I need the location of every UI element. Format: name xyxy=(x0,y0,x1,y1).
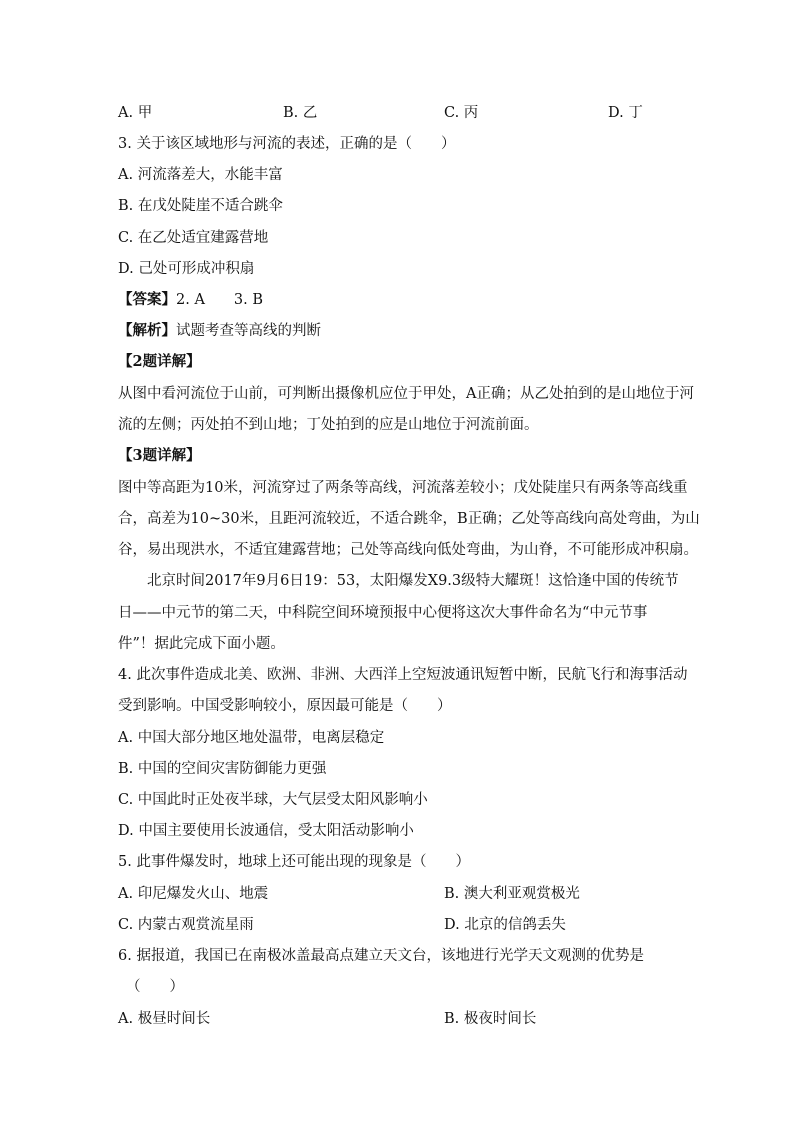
q4-option-c: C. 中国此时正处夜半球，大气层受太阳风影响小 xyxy=(118,792,428,808)
q2-option-a: A. 甲 xyxy=(118,105,153,121)
q5-stem: 5. 此事件爆发时，地球上还可能出现的现象是（ ） xyxy=(118,854,470,870)
detail2-line: 流的左侧；丙处拍不到山地；丁处拍到的应是山地位于河流前面。 xyxy=(118,417,539,433)
q6-option-a: A. 极昼时间长 xyxy=(118,1011,211,1027)
answer-text: 2. A 3. B xyxy=(176,292,264,308)
q5-options-row xyxy=(0,884,794,904)
q4-stem: 受到影响。中国受影响较小，原因最可能是（ ） xyxy=(118,698,452,714)
passage-line: 日——中元节的第二天，中科院空间环境预报中心便将这次大事件命名为“中元节事 xyxy=(118,605,648,621)
detail3-line: 谷，易出现洪水，不适宜建露营地；己处等高线向低处弯曲，为山脊，不可能形成冲积扇。 xyxy=(118,542,698,558)
q2-option-d: D. 丁 xyxy=(608,105,643,121)
q5-option-a: A. 印尼爆发火山、地震 xyxy=(118,886,269,902)
q5-options-row xyxy=(0,915,794,935)
analysis-line xyxy=(118,321,321,341)
q2-options xyxy=(0,103,794,123)
q5-option-c: C. 内蒙古观赏流星雨 xyxy=(118,917,254,933)
answer-label: 【答案】 xyxy=(118,291,176,308)
detail2-line: 从图中看河流位于山前，可判断出摄像机应位于甲处，A正确；从乙处拍到的是山地位于河 xyxy=(118,386,694,402)
q3-option-c: C. 在乙处适宜建露营地 xyxy=(118,230,269,246)
q3-stem: 3. 关于该区域地形与河流的表述，正确的是（ ） xyxy=(118,136,456,152)
q2-option-b: B. 乙 xyxy=(283,105,318,121)
q6-stem: （ ） xyxy=(126,979,184,995)
q5-option-b: B. 澳大利亚观赏极光 xyxy=(444,886,580,902)
passage-line: 北京时间2017年9月6日19：53，太阳爆发X9.3级特大耀斑！这恰逢中国的传统节 xyxy=(147,573,679,589)
q3-option-b: B. 在戊处陡崖不适合跳伞 xyxy=(118,198,283,214)
q3-option-a: A. 河流落差大，水能丰富 xyxy=(118,167,283,183)
analysis-text: 试题考查等高线的判断 xyxy=(176,323,321,339)
q6-option-b: B. 极夜时间长 xyxy=(444,1011,537,1027)
q4-option-b: B. 中国的空间灾害防御能力更强 xyxy=(118,761,327,777)
q2-option-c: C. 丙 xyxy=(444,105,479,121)
detail3-line: 图中等高距为10米，河流穿过了两条等高线，河流落差较小；戊处陡崖只有两条等高线重 xyxy=(118,480,688,496)
q3-option-d: D. 己处可形成冲积扇 xyxy=(118,261,255,277)
answer-line xyxy=(118,290,263,310)
analysis-label: 【解析】 xyxy=(118,322,176,339)
q4-option-a: A. 中国大部分地区地处温带，电离层稳定 xyxy=(118,730,385,746)
detail3-line: 合，高差为10~30米，且距河流较近，不适合跳伞，B正确；乙处等高线向高处弯曲，为山 xyxy=(118,511,700,527)
q6-options-row xyxy=(0,1009,794,1029)
detail3-heading: 【3题详解】 xyxy=(118,447,201,464)
q4-stem: 4. 此次事件造成北美、欧洲、非洲、大西洋上空短波通讯短暂中断，民航飞行和海事活动 xyxy=(118,667,688,683)
q5-option-d: D. 北京的信鸽丢失 xyxy=(444,917,566,933)
q6-stem: 6. 据报道，我国已在南极冰盖最高点建立天文台，该地进行光学天文观测的优势是 xyxy=(118,948,644,964)
passage-line: 件”！据此完成下面小题。 xyxy=(118,636,285,652)
detail2-heading: 【2题详解】 xyxy=(118,353,201,370)
q4-option-d: D. 中国主要使用长波通信，受太阳活动影响小 xyxy=(118,823,414,839)
